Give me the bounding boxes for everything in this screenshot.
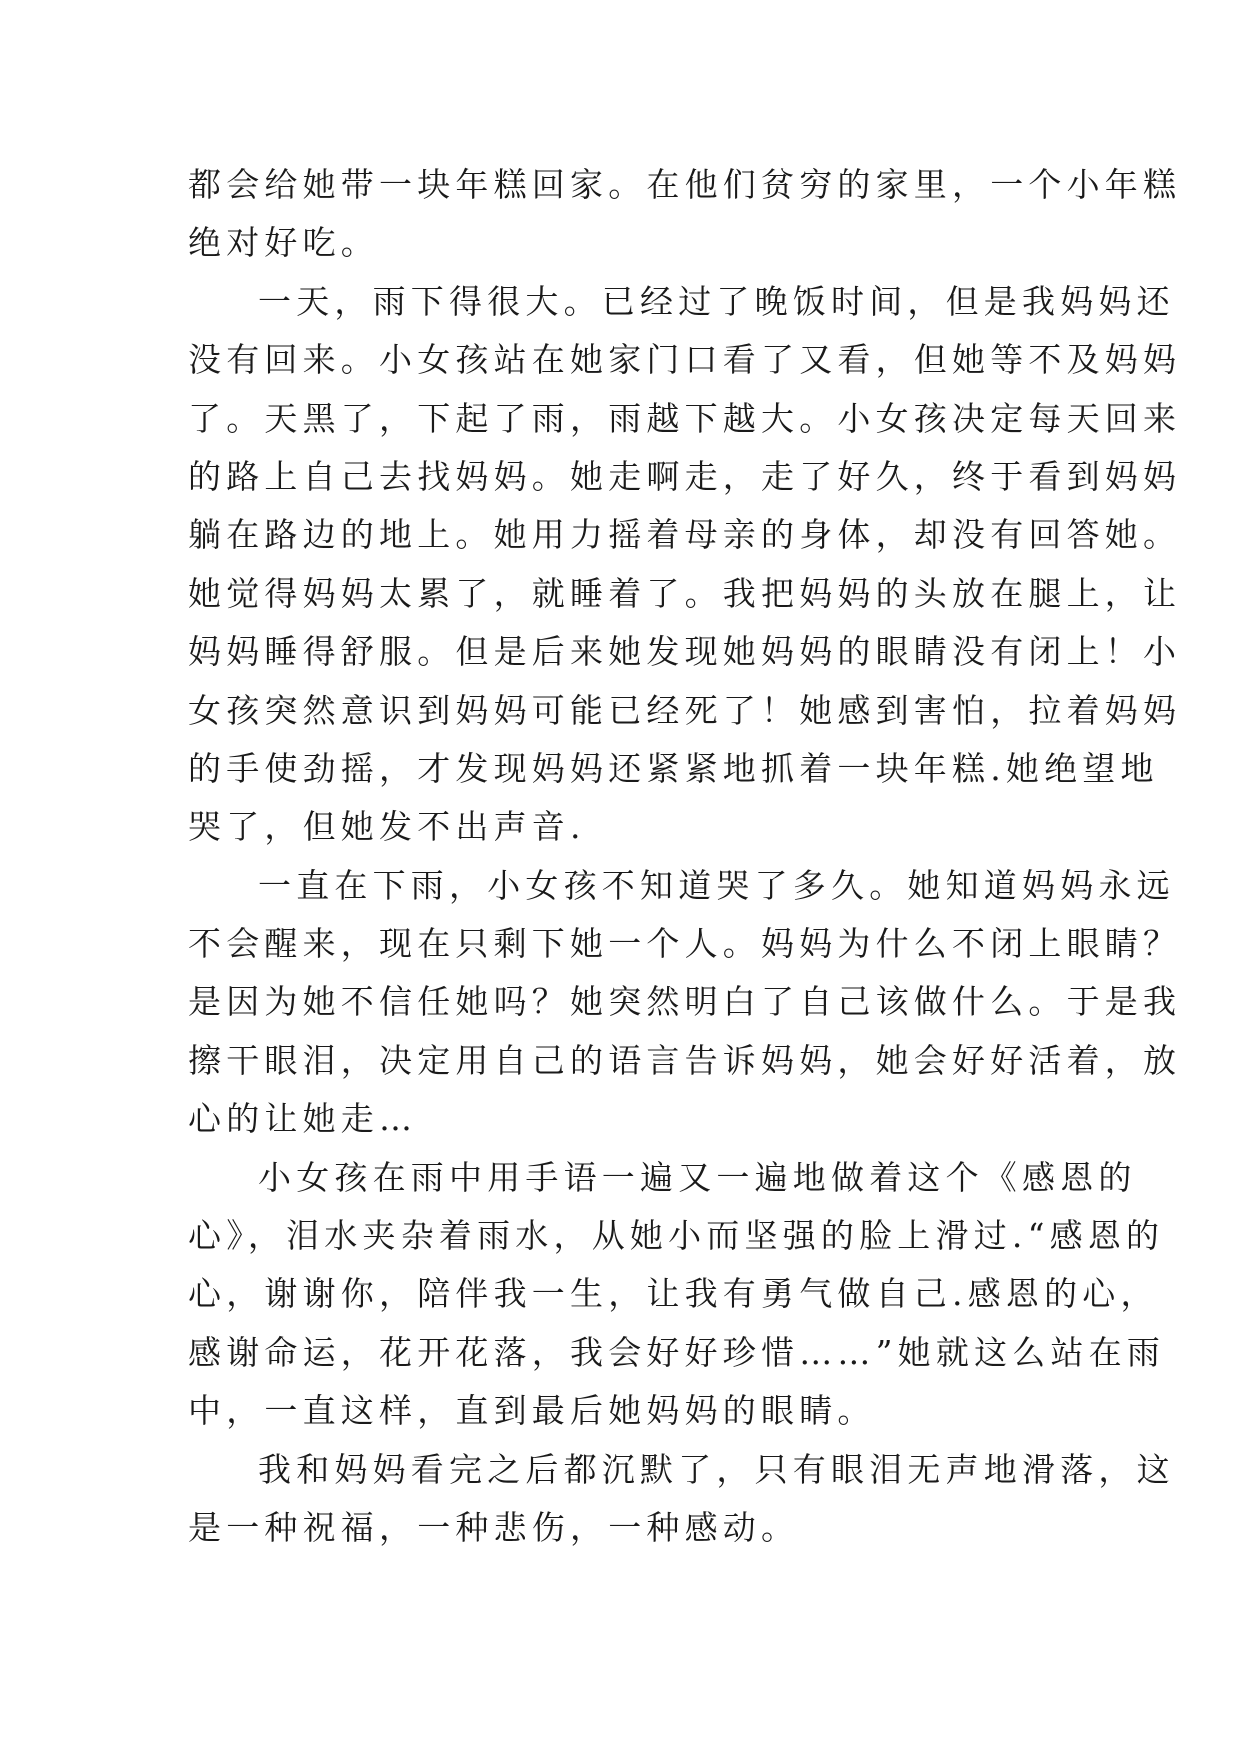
text-line: 中，一直这样，直到最后她妈妈的眼睛。 <box>188 1391 876 1431</box>
text-line: 绝对好吃。 <box>188 223 379 263</box>
text-line: 妈妈睡得舒服。但是后来她发现她妈妈的眼睛没有闭上！小 <box>188 632 1182 672</box>
text-line: 擦干眼泪，决定用自己的语言告诉妈妈，她会好好活着，放 <box>188 1040 1182 1080</box>
document-body <box>188 156 1182 1557</box>
text-line: 感谢命运，花开花落，我会好好珍惜……”她就这么站在雨 <box>188 1332 1166 1372</box>
text-line: 都会给她带一块年糕回家。在他们贫穷的家里，一个小年糕 <box>188 165 1182 204</box>
text-line: 没有回来。小女孩站在她家门口看了又看，但她等不及妈妈 <box>188 340 1182 380</box>
text-line: 一天，雨下得很大。已经过了晚饭时间，但是我妈妈还 <box>258 281 1175 321</box>
text-line: 的手使劲摇，才发现妈妈还紧紧地抓着一块年糕.她绝望地 <box>188 748 1159 788</box>
text-line: 哭了，但她发不出声音. <box>188 807 586 847</box>
text-line: 一直在下雨，小女孩不知道哭了多久。她知道妈妈永远 <box>258 865 1175 905</box>
text-line: 小女孩在雨中用手语一遍又一遍地做着这个《感恩的 <box>258 1157 1137 1197</box>
text-line: 躺在路边的地上。她用力摇着母亲的身体，却没有回答她。 <box>188 515 1182 555</box>
text-line: 的路上自己去找妈妈。她走啊走，走了好久，终于看到妈妈 <box>188 456 1182 496</box>
text-line: 是一种祝福，一种悲伤，一种感动。 <box>188 1507 800 1547</box>
text-line: 了。天黑了，下起了雨，雨越下越大。小女孩决定每天回来 <box>188 398 1182 438</box>
text-line: 我和妈妈看完之后都沉默了，只有眼泪无声地滑落，这 <box>258 1449 1175 1489</box>
text-line: 女孩突然意识到妈妈可能已经死了！她感到害怕，拉着妈妈 <box>188 690 1182 730</box>
text-line: 心的让她走… <box>188 1099 418 1139</box>
text-line: 是因为她不信任她吗？她突然明白了自己该做什么。于是我 <box>188 982 1182 1022</box>
text-line: 她觉得妈妈太累了，就睡着了。我把妈妈的头放在腿上，让 <box>188 573 1182 613</box>
text-line: 心》，泪水夹杂着雨水，从她小而坚强的脸上滑过.“感恩的 <box>188 1216 1165 1256</box>
text-line: 心，谢谢你，陪伴我一生，让我有勇气做自己.感恩的心， <box>188 1274 1159 1314</box>
text-line: 不会醒来，现在只剩下她一个人。妈妈为什么不闭上眼睛？ <box>188 924 1182 964</box>
